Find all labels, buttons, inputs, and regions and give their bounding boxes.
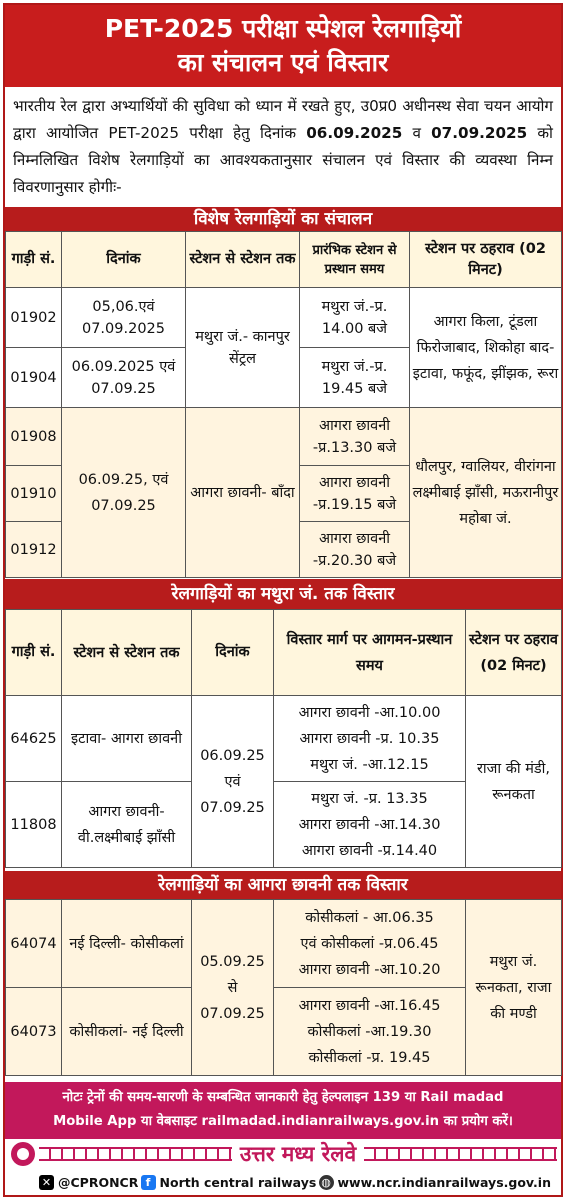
table-header-row [6, 610, 562, 696]
extension-times [274, 900, 466, 988]
train-date: 06.09.25 एवं 07.09.25 [192, 696, 274, 868]
facebook-icon: f [141, 1175, 156, 1190]
departure-time: आगरा छावनी -प्र.13.30 बजे [300, 408, 410, 466]
train-number: 01902 [6, 288, 62, 348]
train-stops: मथुरा जं. रूनकता, राजा की मण्डी [466, 900, 562, 1076]
train-date: 05,06.एवं 07.09.2025 [62, 288, 186, 348]
col-header-date: दिनांक [192, 610, 274, 696]
train-stops: राजा की मंडी, रूनकता [466, 696, 562, 868]
time-entry: आगरा छावनी -आ.10.00 [298, 704, 441, 721]
train-number: 01908 [6, 408, 62, 466]
time-entry: मथुरा जं. -प्र. 13.35 [311, 790, 428, 807]
time-entry: कोसीकलां -प्र. 19.45 [308, 1049, 431, 1066]
table-row [6, 696, 562, 782]
col-header-stops: स्टेशन पर ठहराव (02 मिनट) [410, 232, 562, 288]
train-date: 05.09.25 से 07.09.25 [192, 900, 274, 1076]
col-header-route: स्टेशन से स्टेशन तक [62, 610, 192, 696]
notice-poster [3, 3, 563, 1197]
col-header-date: दिनांक [62, 232, 186, 288]
note-line-1: नोटः ट्रेनों की समय-सारणी के सम्बन्धित जानकारी हेतु हेल्पलाइन 139 या Rail madad [62, 1090, 504, 1105]
train-number: 64073 [6, 988, 62, 1076]
intro-text-3: को निम्नलिखित विशेष रेलगाड़ियों का आवश्यकतानुसार संचालन एवं विस्तार की व्यवस्था निम्न विवरणानुसार होगीः- [13, 124, 553, 196]
poster-title [5, 5, 561, 87]
railway-track-decoration [364, 1147, 557, 1161]
helpline-note [5, 1082, 561, 1139]
col-header-train-no: गाड़ी सं. [6, 610, 62, 696]
train-route: नई दिल्ली- कोसीकलां [62, 900, 192, 988]
title-line-2: का संचालन एवं विस्तार [177, 48, 389, 77]
col-header-stops: स्टेशन पर ठहराव (02 मिनट) [466, 610, 562, 696]
train-date: 06.09.25, एवं 07.09.25 [62, 408, 186, 578]
train-number: 01904 [6, 348, 62, 408]
train-stops: धौलपुर, ग्वालियर, वीरांगना लक्ष्मीबाई झाँसी, मऊरानीपुर महोबा जं. [410, 408, 562, 578]
train-number: 01910 [6, 466, 62, 522]
train-date: 06.09.2025 एवं 07.09.25 [62, 348, 186, 408]
note-line-2: Mobile App या वेबसाइट railmadad.indianrailways.gov.in का प्रयोग करें। [53, 1114, 513, 1129]
time-entry: कोसीकलां - आ.06.35 [305, 909, 434, 926]
intro-date-2: 07.09.2025 [431, 124, 528, 142]
special-trains-table [5, 231, 562, 578]
table-row [6, 900, 562, 988]
train-number: 01912 [6, 522, 62, 578]
col-header-train-no: गाड़ी सं. [6, 232, 62, 288]
section-agra-extension-heading: रेलगाड़ियों का आगरा छावनी तक विस्तार [5, 871, 561, 899]
railway-track-decoration [39, 1147, 232, 1161]
time-entry: एवं कोसीकलां -प्र.06.45 [300, 935, 439, 952]
facebook-page[interactable] [141, 1175, 317, 1190]
section-special-trains-heading: विशेष रेलगाड़ियों का संचालन [5, 207, 561, 231]
table-header-row [6, 232, 562, 288]
departure-time: मथुरा जं.-प्र. 19.45 बजे [300, 348, 410, 408]
facebook-text: North central railways [159, 1174, 317, 1190]
train-number: 64074 [6, 900, 62, 988]
zone-name: उत्तर मध्य रेलवे [239, 1142, 357, 1166]
agra-extension-table [5, 899, 562, 1076]
social-footer [5, 1169, 561, 1195]
website-link[interactable] [319, 1175, 551, 1190]
time-entry: आगरा छावनी -आ.14.30 [298, 816, 441, 833]
departure-time: आगरा छावनी -प्र.20.30 बजे [300, 522, 410, 578]
departure-time: आगरा छावनी -प्र.19.15 बजे [300, 466, 410, 522]
title-line-1: PET-2025 परीक्षा स्पेशल रेलगाड़ियों [104, 14, 462, 43]
train-route: आगरा छावनी- वी.लक्ष्मीबाई झाँसी [62, 782, 192, 868]
train-route: कोसीकलां- नई दिल्ली [62, 988, 192, 1076]
extension-times [274, 782, 466, 868]
table-row [6, 408, 562, 466]
zone-banner [5, 1139, 561, 1169]
x-icon: ✕ [39, 1175, 54, 1190]
intro-text-2: व [402, 124, 432, 142]
website-text: www.ncr.indianrailways.gov.in [337, 1174, 551, 1190]
train-route: आगरा छावनी- बाँदा [186, 408, 300, 578]
extension-times [274, 696, 466, 782]
time-entry: मथुरा जं. -आ.12.15 [310, 756, 429, 773]
train-stops: आगरा किला, टूंडला फिरोजाबाद, शिकोहा बाद-इटावा, फफूंद, झींझक, रूरा [410, 288, 562, 408]
x-handle-text: @CPRONCR [58, 1174, 139, 1190]
x-handle[interactable] [39, 1175, 138, 1190]
section-mathura-extension-heading: रेलगाड़ियों का मथुरा जं. तक विस्तार [5, 579, 561, 609]
train-route: मथुरा जं.- कानपुर सेंट्रल [186, 288, 300, 408]
table-row [6, 288, 562, 348]
intro-text-1: भारतीय रेल द्वारा अभ्यार्थियों की सुविधा को ध्यान में रखते हुए, उ0प्र0 अधीनस्थ सेवा चयन आयोग द्वारा आयोजित PET-2025 परीक्षा हेतु दिनांक [13, 97, 553, 142]
intro-paragraph [5, 89, 561, 203]
mathura-extension-table [5, 609, 562, 868]
train-route: इटावा- आगरा छावनी [62, 696, 192, 782]
railway-logo-icon [11, 1142, 35, 1166]
time-entry: कोसीकलां -आ.19.30 [307, 1023, 432, 1040]
globe-icon: ◍ [319, 1175, 334, 1190]
time-entry: आगरा छावनी -प्र. 10.35 [299, 730, 440, 747]
col-header-times: विस्तार मार्ग पर आगमन-प्रस्थान समय [274, 610, 466, 696]
extension-times [274, 988, 466, 1076]
time-entry: आगरा छावनी -आ.10.20 [298, 961, 441, 978]
time-entry: आगरा छावनी -आ.16.45 [298, 997, 441, 1014]
train-number: 64625 [6, 696, 62, 782]
departure-time: मथुरा जं.-प्र. 14.00 बजे [300, 288, 410, 348]
train-number: 11808 [6, 782, 62, 868]
col-header-departure: प्रारंभिक स्टेशन से प्रस्थान समय [300, 232, 410, 288]
time-entry: आगरा छावनी -प्र.14.40 [301, 842, 438, 859]
col-header-route: स्टेशन से स्टेशन तक [186, 232, 300, 288]
intro-date-1: 06.09.2025 [306, 124, 403, 142]
